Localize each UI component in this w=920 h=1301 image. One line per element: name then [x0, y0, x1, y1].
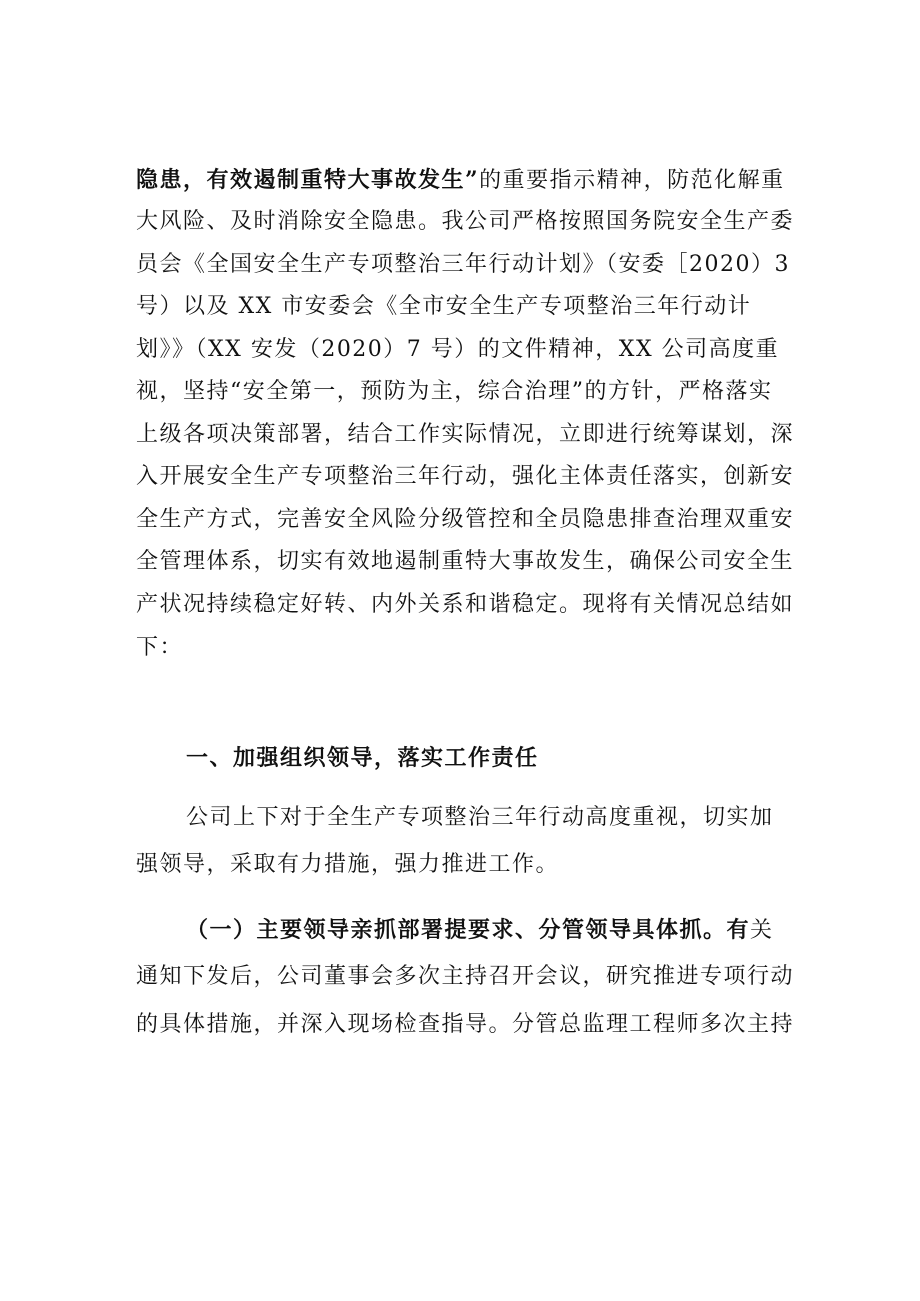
paragraph-1-line-8: 入开展安全生产专项整治三年行动，强化主体责任落实，创新安 [136, 464, 795, 489]
paragraph-3-line-1 [186, 915, 774, 946]
paragraph-1-line-7: 上级各项决策部署，结合工作实际情况，立即进行统筹谋划，深 [136, 422, 795, 447]
paragraph-2-line-1: 公司上下对于全生产专项整治三年行动高度重视，切实加 [186, 805, 774, 830]
paragraph-1-line-9: 全生产方式，完善安全风险分级管控和全员隐患排查治理双重安 [136, 507, 795, 532]
paragraph-1-line-12: 下： [136, 635, 184, 660]
paragraph-text: 关 [750, 918, 774, 943]
paragraph-1-line-10: 全管理体系，切实有效地遏制重特大事故发生，确保公司安全生 [136, 549, 795, 574]
paragraph-1-line-11: 产状况持续稳定好转、内外关系和谐稳定。现将有关情况总结如 [136, 592, 795, 617]
emphasized-quote: 隐患，有效遏制重特大事故发生” [136, 167, 480, 193]
paragraph-1-line-2: 大风险、及时消除安全隐患。我公司严格按照国务院安全生产委 [136, 209, 795, 234]
subsection-heading: （一）主要领导亲抓部署提要求、分管领导具体抓。有 [186, 917, 751, 943]
paragraph-1-line-5: 划》》（XX 安发（2020）7 号）的文件精神，XX 公司高度重 [136, 337, 780, 362]
paragraph-2-line-2: 强领导，采取有力措施，强力推进工作。 [136, 852, 560, 877]
paragraph-3-line-3: 的具体措施，并深入现场检查指导。分管总监理工程师多次主持 [136, 1012, 795, 1037]
section-heading: 一、加强组织领导，落实工作责任 [186, 745, 539, 771]
paragraph-3-line-2: 通知下发后，公司董事会多次主持召开会议，研究推进专项行动 [136, 964, 795, 989]
paragraph-text: 的重要指示精神，防范化解重 [479, 168, 785, 193]
paragraph-1-line-6: 视，坚持“安全第一，预防为主，综合治理”的方针，严格落实 [136, 379, 773, 404]
paragraph-1-line-3: 员会《全国安全生产专项整治三年行动计划》（安委［2020）3 [136, 252, 790, 277]
paragraph-1-line-4: 号）以及 XX 市安委会《全市安全生产专项整治三年行动计 [136, 294, 752, 319]
paragraph-1-line-1 [136, 165, 785, 196]
